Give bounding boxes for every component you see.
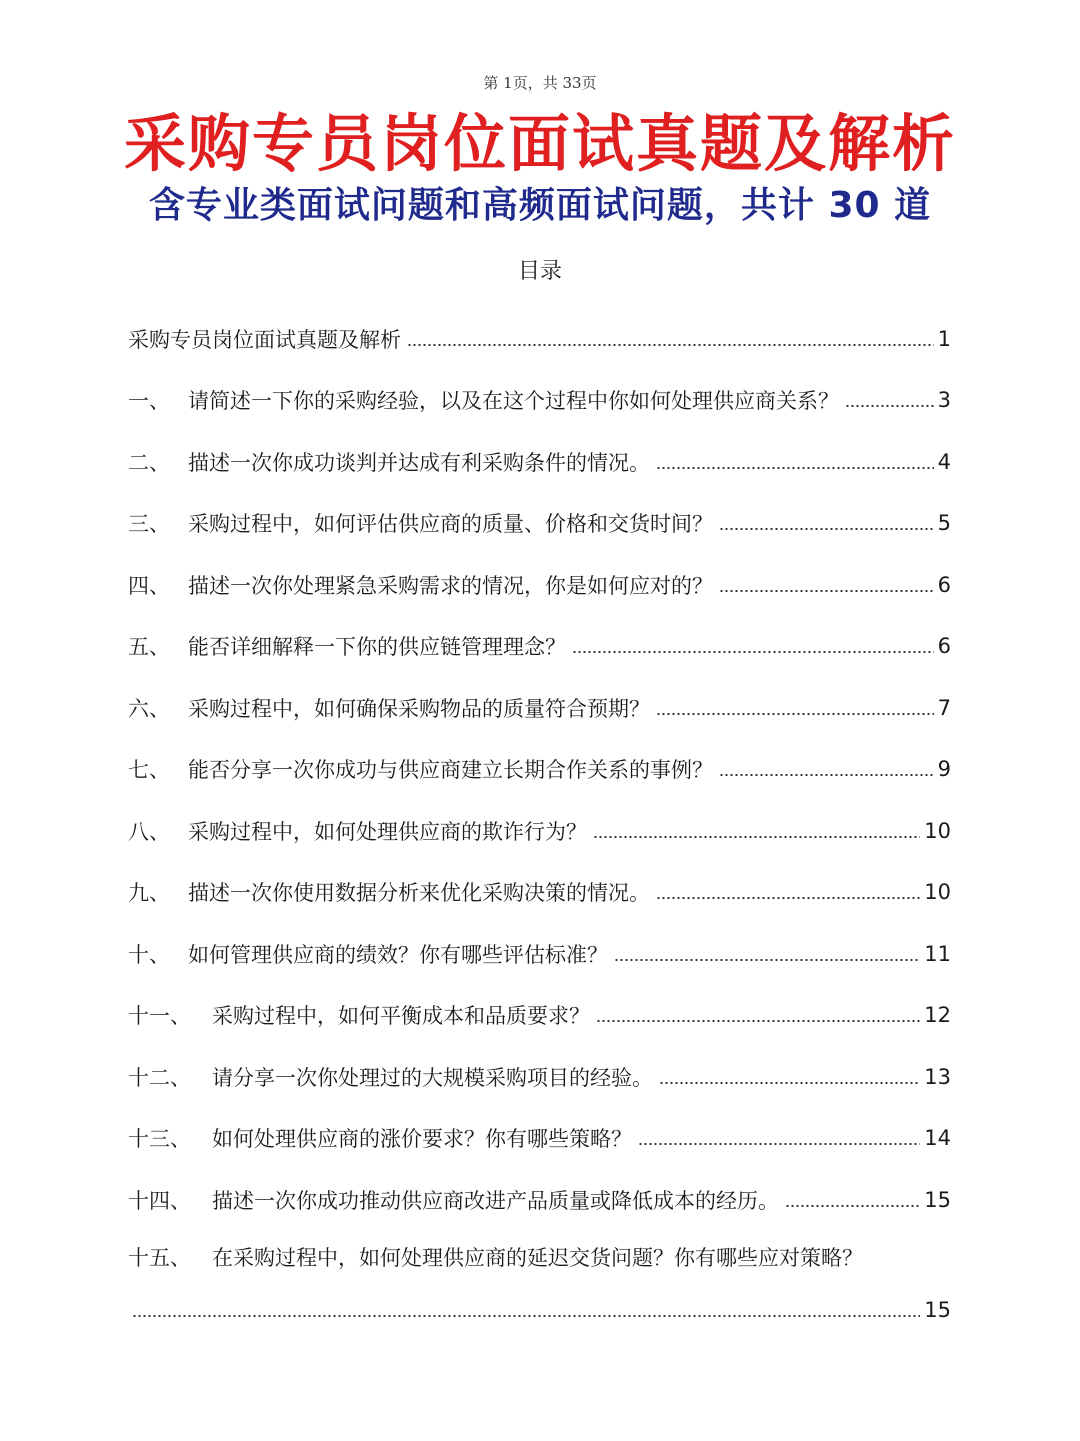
toc-entry-page: 12 — [924, 1003, 951, 1028]
toc-leader-dots — [659, 1082, 920, 1084]
toc-entry-4[interactable] — [128, 554, 951, 616]
toc-entry-number: 一、 — [128, 389, 170, 414]
toc-entry-number: 四、 — [128, 573, 170, 598]
toc-leader-dots — [596, 1020, 920, 1022]
toc-entry-page: 11 — [924, 941, 951, 966]
toc-heading: 目录 — [517, 259, 562, 284]
toc-entry-3[interactable] — [128, 493, 951, 555]
toc-entry-page: 9 — [937, 757, 951, 782]
toc-entry-page: 15 — [924, 1297, 951, 1322]
toc-entry-page: 13 — [924, 1064, 951, 1089]
toc-entry-2[interactable] — [128, 431, 951, 493]
toc-entry-number: 十一、 — [128, 1004, 191, 1029]
toc-entry-text: 采购过程中，如何处理供应商的欺诈行为？ — [188, 819, 587, 844]
toc-entry-text: 描述一次你使用数据分析来优化采购决策的情况。 — [188, 881, 650, 906]
toc-entry-page: 15 — [924, 1187, 951, 1212]
toc-entry-text: 采购专员岗位面试真题及解析 — [128, 327, 401, 352]
toc-entry-title[interactable] — [128, 308, 951, 370]
toc-entry-page: 10 — [924, 880, 951, 905]
toc-entry-text: 如何处理供应商的涨价要求？你有哪些策略？ — [212, 1127, 632, 1152]
toc-entry-number: 七、 — [128, 758, 170, 783]
toc-entry-number: 十三、 — [128, 1127, 191, 1152]
toc-entry-page: 5 — [937, 511, 951, 536]
toc-entry-text: 如何管理供应商的绩效？你有哪些评估标准？ — [188, 942, 608, 967]
toc-entry-page: 7 — [937, 695, 951, 720]
toc-entry-6[interactable] — [128, 677, 951, 739]
toc-leader-dots — [785, 1205, 920, 1207]
toc-entry-text: 描述一次你处理紧急采购需求的情况，你是如何应对的？ — [188, 573, 713, 598]
toc-entry-text: 采购过程中，如何平衡成本和品质要求？ — [212, 1004, 590, 1029]
toc-entry-5[interactable] — [128, 616, 951, 678]
toc-leader-dots — [656, 467, 934, 469]
toc-entry-text: 请简述一下你的采购经验，以及在这个过程中你如何处理供应商关系？ — [188, 389, 839, 414]
toc-entry-number: 二、 — [128, 450, 170, 475]
toc-entry-text: 在采购过程中，如何处理供应商的延迟交货问题？你有哪些应对策略？ — [212, 1245, 863, 1270]
toc-entry-10[interactable] — [128, 923, 951, 985]
toc-entry-number: 六、 — [128, 696, 170, 721]
toc-leader-dots — [656, 897, 920, 899]
toc-entry-text: 采购过程中，如何评估供应商的质量、价格和交货时间？ — [188, 512, 713, 537]
toc-entry-15[interactable] — [128, 1231, 951, 1283]
toc-entry-14[interactable] — [128, 1169, 951, 1231]
toc-entry-number: 三、 — [128, 512, 170, 537]
toc-leader-dots — [656, 713, 934, 715]
toc-entry-page: 6 — [937, 634, 951, 659]
toc-entry-number: 五、 — [128, 635, 170, 660]
toc-entry-13[interactable] — [128, 1108, 951, 1170]
toc-entry-text: 能否分享一次你成功与供应商建立长期合作关系的事例？ — [188, 758, 713, 783]
toc-entry-number: 八、 — [128, 819, 170, 844]
toc-leader-dots — [407, 344, 934, 346]
toc-leader-dots — [132, 1315, 920, 1317]
sub-title: 含专业类面试问题和高频面试问题，共计 30 道 — [148, 185, 932, 226]
toc-entry-number: 十五、 — [128, 1245, 191, 1270]
toc-entry-number: 十四、 — [128, 1188, 191, 1213]
page-number-header: 第 1页，共 33页 — [483, 74, 597, 92]
toc-entry-11[interactable] — [128, 985, 951, 1047]
toc-entry-12[interactable] — [128, 1046, 951, 1108]
toc-entry-text: 请分享一次你处理过的大规模采购项目的经验。 — [212, 1065, 653, 1090]
toc-entry-9[interactable] — [128, 862, 951, 924]
toc-leader-dots — [719, 528, 934, 530]
toc-entry-7[interactable] — [128, 739, 951, 801]
toc-entry-number: 十、 — [128, 942, 170, 967]
toc-entry-number: 九、 — [128, 881, 170, 906]
toc-entry-1[interactable] — [128, 370, 951, 432]
toc-leader-dots — [614, 959, 920, 961]
toc-entry-text: 能否详细解释一下你的供应链管理理念？ — [188, 635, 566, 660]
toc-entry-page: 6 — [937, 572, 951, 597]
toc-entry-page: 4 — [937, 449, 951, 474]
toc-entry-text: 描述一次你成功推动供应商改进产品质量或降低成本的经历。 — [212, 1188, 779, 1213]
toc-entry-text: 描述一次你成功谈判并达成有利采购条件的情况。 — [188, 450, 650, 475]
toc-entry-page: 10 — [924, 818, 951, 843]
toc-leader-dots — [719, 590, 934, 592]
toc-entry-text: 采购过程中，如何确保采购物品的质量符合预期？ — [188, 696, 650, 721]
toc-entry-page: 3 — [937, 388, 951, 413]
toc-entry-15-continuation[interactable] — [128, 1283, 951, 1337]
table-of-contents — [128, 308, 951, 1337]
toc-leader-dots — [593, 836, 920, 838]
toc-entry-8[interactable] — [128, 800, 951, 862]
toc-entry-page: 14 — [924, 1126, 951, 1151]
toc-leader-dots — [572, 651, 934, 653]
toc-leader-dots — [638, 1143, 920, 1145]
toc-leader-dots — [845, 405, 934, 407]
toc-entry-page: 1 — [937, 326, 951, 351]
toc-leader-dots — [719, 774, 934, 776]
main-title: 采购专员岗位面试真题及解析 — [123, 107, 956, 180]
toc-entry-number: 十二、 — [128, 1065, 191, 1090]
